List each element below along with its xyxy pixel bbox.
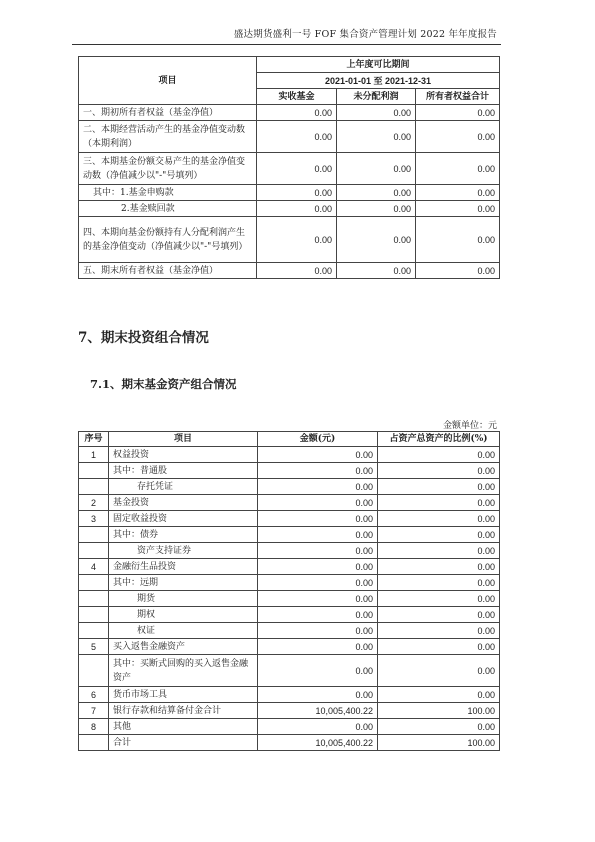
amount-cell: 0.00 — [258, 719, 378, 735]
seq-cell — [79, 591, 109, 607]
period-title: 上年度可比期间 — [257, 57, 500, 73]
table-row — [79, 463, 500, 479]
column-header-paid-in-capital: 实收基金 — [257, 89, 337, 105]
ratio-cell: 0.00 — [378, 575, 500, 591]
amount-cell: 0.00 — [258, 639, 378, 655]
row-label: 三、本期基金份额交易产生的基金净值变动数（净值减少以"-"号填列） — [79, 153, 257, 185]
item-cell: 固定收益投资 — [109, 511, 258, 527]
period-range: 2021-01-01 至 2021-12-31 — [257, 73, 500, 89]
row-label: 四、本期向基金份额持有人分配利润产生的基金净值变动（净值减少以"-"号填列） — [79, 217, 257, 263]
ratio-cell: 0.00 — [378, 479, 500, 495]
cell-value: 0.00 — [257, 263, 337, 279]
column-header-amount: 金额(元) — [258, 432, 378, 447]
cell-value: 0.00 — [337, 153, 416, 185]
column-header-item: 项目 — [109, 432, 258, 447]
cell-value: 0.00 — [416, 121, 500, 153]
table-row — [79, 607, 500, 623]
amount-cell: 10,005,400.22 — [258, 703, 378, 719]
item-cell: 其中：买断式回购的买入返售金融资产 — [109, 655, 258, 687]
amount-cell: 0.00 — [258, 447, 378, 463]
cell-value: 0.00 — [257, 105, 337, 121]
amount-cell: 0.00 — [258, 527, 378, 543]
cell-value: 0.00 — [337, 105, 416, 121]
seq-cell — [79, 463, 109, 479]
seq-cell — [79, 607, 109, 623]
item-cell: 资产支持证券 — [109, 543, 258, 559]
cell-value: 0.00 — [416, 201, 500, 217]
column-header-seq: 序号 — [79, 432, 109, 447]
ratio-cell: 0.00 — [378, 719, 500, 735]
cell-value: 0.00 — [257, 201, 337, 217]
column-header-ratio: 占资产总资产的比例(%) — [378, 432, 500, 447]
report-header-title: 盛达期货盛利一号 FOF 集合资产管理计划 2022 年年度报告 — [233, 29, 497, 40]
cell-value: 0.00 — [416, 263, 500, 279]
table-row — [79, 575, 500, 591]
ratio-cell: 0.00 — [378, 655, 500, 687]
item-cell: 基金投资 — [109, 495, 258, 511]
seq-cell — [79, 623, 109, 639]
column-header-undistributed-profit: 未分配利润 — [337, 89, 416, 105]
seq-cell — [79, 655, 109, 687]
amount-cell: 0.00 — [258, 607, 378, 623]
item-cell: 权益投资 — [109, 447, 258, 463]
item-cell: 期权 — [109, 607, 258, 623]
ratio-cell: 0.00 — [378, 687, 500, 703]
ratio-cell: 0.00 — [378, 463, 500, 479]
amount-cell: 0.00 — [258, 687, 378, 703]
cell-value: 0.00 — [337, 263, 416, 279]
ratio-cell: 0.00 — [378, 639, 500, 655]
item-cell: 其中：普通股 — [109, 463, 258, 479]
cell-value: 0.00 — [257, 121, 337, 153]
table-row — [79, 105, 500, 121]
table-row — [79, 263, 500, 279]
ratio-cell: 0.00 — [378, 559, 500, 575]
seq-cell: 6 — [79, 687, 109, 703]
header-divider — [72, 44, 501, 45]
item-cell: 其中：债券 — [109, 527, 258, 543]
table-row — [79, 447, 500, 463]
amount-cell: 0.00 — [258, 495, 378, 511]
ratio-cell: 100.00 — [378, 735, 500, 751]
seq-cell — [79, 543, 109, 559]
section-heading: 7、期末投资组合情况 — [78, 330, 209, 346]
amount-cell: 10,005,400.22 — [258, 735, 378, 751]
cell-value: 0.00 — [257, 185, 337, 201]
cell-value: 0.00 — [337, 121, 416, 153]
table-row — [79, 639, 500, 655]
table-row — [79, 591, 500, 607]
seq-cell: 4 — [79, 559, 109, 575]
amount-cell: 0.00 — [258, 655, 378, 687]
seq-cell — [79, 575, 109, 591]
seq-cell — [79, 735, 109, 751]
cell-value: 0.00 — [337, 185, 416, 201]
table-row — [79, 527, 500, 543]
amount-unit-label: 金额单位：元 — [442, 421, 497, 431]
item-cell: 其他 — [109, 719, 258, 735]
cell-value: 0.00 — [416, 105, 500, 121]
cell-value: 0.00 — [337, 217, 416, 263]
cell-value: 0.00 — [416, 217, 500, 263]
amount-cell: 0.00 — [258, 543, 378, 559]
ratio-cell: 0.00 — [378, 495, 500, 511]
table-row — [79, 623, 500, 639]
ratio-cell: 0.00 — [378, 543, 500, 559]
cell-value: 0.00 — [257, 153, 337, 185]
table-row — [79, 201, 500, 217]
table-row — [79, 719, 500, 735]
item-cell: 银行存款和结算备付金合计 — [109, 703, 258, 719]
table-row — [79, 495, 500, 511]
item-cell: 货币市场工具 — [109, 687, 258, 703]
seq-cell: 2 — [79, 495, 109, 511]
seq-cell: 3 — [79, 511, 109, 527]
row-label: 其中：1.基金申购款 — [79, 185, 257, 201]
equity-change-table — [78, 56, 500, 279]
asset-portfolio-table — [78, 431, 500, 751]
cell-value: 0.00 — [416, 153, 500, 185]
table-row — [79, 185, 500, 201]
ratio-cell: 0.00 — [378, 527, 500, 543]
item-column-header: 项目 — [79, 57, 257, 105]
row-label: 二、本期经营活动产生的基金净值变动数（本期利润） — [79, 121, 257, 153]
amount-cell: 0.00 — [258, 575, 378, 591]
item-cell: 买入返售金融资产 — [109, 639, 258, 655]
item-cell: 合计 — [109, 735, 258, 751]
item-cell: 其中：远期 — [109, 575, 258, 591]
table-row — [79, 655, 500, 687]
table-row — [79, 543, 500, 559]
table-row — [79, 559, 500, 575]
cell-value: 0.00 — [416, 185, 500, 201]
amount-cell: 0.00 — [258, 463, 378, 479]
amount-cell: 0.00 — [258, 559, 378, 575]
table-row — [79, 153, 500, 185]
item-cell: 期货 — [109, 591, 258, 607]
ratio-cell: 0.00 — [378, 591, 500, 607]
cell-value: 0.00 — [337, 201, 416, 217]
table-row — [79, 217, 500, 263]
ratio-cell: 0.00 — [378, 511, 500, 527]
table-row — [79, 735, 500, 751]
table-row — [79, 511, 500, 527]
seq-cell — [79, 527, 109, 543]
amount-cell: 0.00 — [258, 623, 378, 639]
row-label: 一、期初所有者权益（基金净值） — [79, 105, 257, 121]
table-row — [79, 121, 500, 153]
subsection-heading: 7.1、期末基金资产组合情况 — [90, 377, 237, 391]
ratio-cell: 100.00 — [378, 703, 500, 719]
seq-cell: 5 — [79, 639, 109, 655]
seq-cell: 7 — [79, 703, 109, 719]
amount-cell: 0.00 — [258, 479, 378, 495]
column-header-total-equity: 所有者权益合计 — [416, 89, 500, 105]
table-row — [79, 687, 500, 703]
seq-cell: 1 — [79, 447, 109, 463]
ratio-cell: 0.00 — [378, 623, 500, 639]
seq-cell: 8 — [79, 719, 109, 735]
row-label: 2.基金赎回款 — [79, 201, 257, 217]
item-cell: 金融衍生品投资 — [109, 559, 258, 575]
table-row — [79, 479, 500, 495]
seq-cell — [79, 479, 109, 495]
item-cell: 权证 — [109, 623, 258, 639]
cell-value: 0.00 — [257, 217, 337, 263]
amount-cell: 0.00 — [258, 591, 378, 607]
row-label: 五、期末所有者权益（基金净值） — [79, 263, 257, 279]
amount-cell: 0.00 — [258, 511, 378, 527]
item-cell: 存托凭证 — [109, 479, 258, 495]
table-row — [79, 703, 500, 719]
ratio-cell: 0.00 — [378, 447, 500, 463]
ratio-cell: 0.00 — [378, 607, 500, 623]
